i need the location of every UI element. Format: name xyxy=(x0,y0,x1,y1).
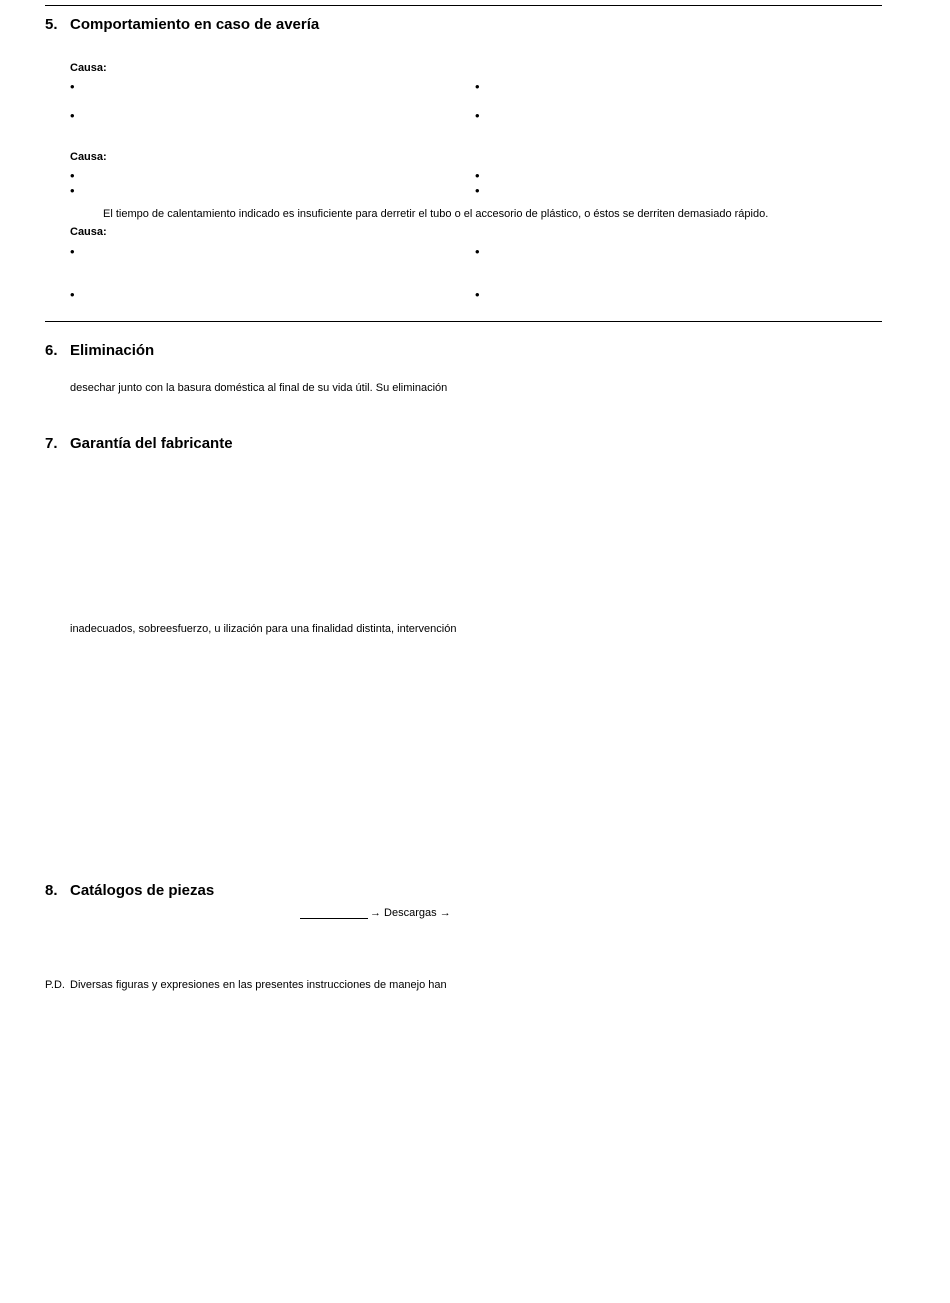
heating-time-note: El tiempo de calentamiento indicado es insuficiente para derretir el tubo o el accesorio de plástico, o éstos se derriten demasiado rápido. xyxy=(103,208,769,220)
ps-text: Diversas figuras y expresiones en las presentes instrucciones de manejo han xyxy=(70,979,447,991)
section-6-title: Eliminación xyxy=(70,342,155,359)
bullet: • xyxy=(70,244,75,259)
section-7-title: Garantía del fabricante xyxy=(70,435,233,452)
bullet: • xyxy=(475,287,480,302)
bullet: • xyxy=(70,168,75,183)
bullet: • xyxy=(475,108,480,123)
disposal-text: desechar junto con la basura doméstica al final de su vida útil. Su eliminación xyxy=(70,382,448,394)
section-divider xyxy=(45,321,882,322)
bullet: • xyxy=(70,183,75,198)
bullet: • xyxy=(70,287,75,302)
causa-label-1: Causa: xyxy=(70,62,107,74)
bullet: • xyxy=(70,108,75,123)
bullet: • xyxy=(70,79,75,94)
url-blank-line xyxy=(300,907,368,919)
bullet: • xyxy=(475,79,480,94)
causa-label-3: Causa: xyxy=(70,226,107,238)
bullet: • xyxy=(475,183,480,198)
downloads-path-text: → Descargas → xyxy=(370,907,451,919)
downloads-path xyxy=(300,907,451,919)
section-8-number: 8. xyxy=(45,882,58,899)
section-5-title: Comportamiento en caso de avería xyxy=(70,16,320,33)
bullet: • xyxy=(475,244,480,259)
section-7-number: 7. xyxy=(45,435,58,452)
section-5-number: 5. xyxy=(45,16,58,33)
bullet: • xyxy=(475,168,480,183)
warranty-text: inadecuados, sobreesfuerzo, u ilización para una finalidad distinta, intervención xyxy=(70,623,457,635)
ps-label: P.D. xyxy=(45,979,65,991)
section-6-number: 6. xyxy=(45,342,58,359)
top-divider xyxy=(45,5,882,6)
causa-label-2: Causa: xyxy=(70,151,107,163)
section-8-title: Catálogos de piezas xyxy=(70,882,215,899)
